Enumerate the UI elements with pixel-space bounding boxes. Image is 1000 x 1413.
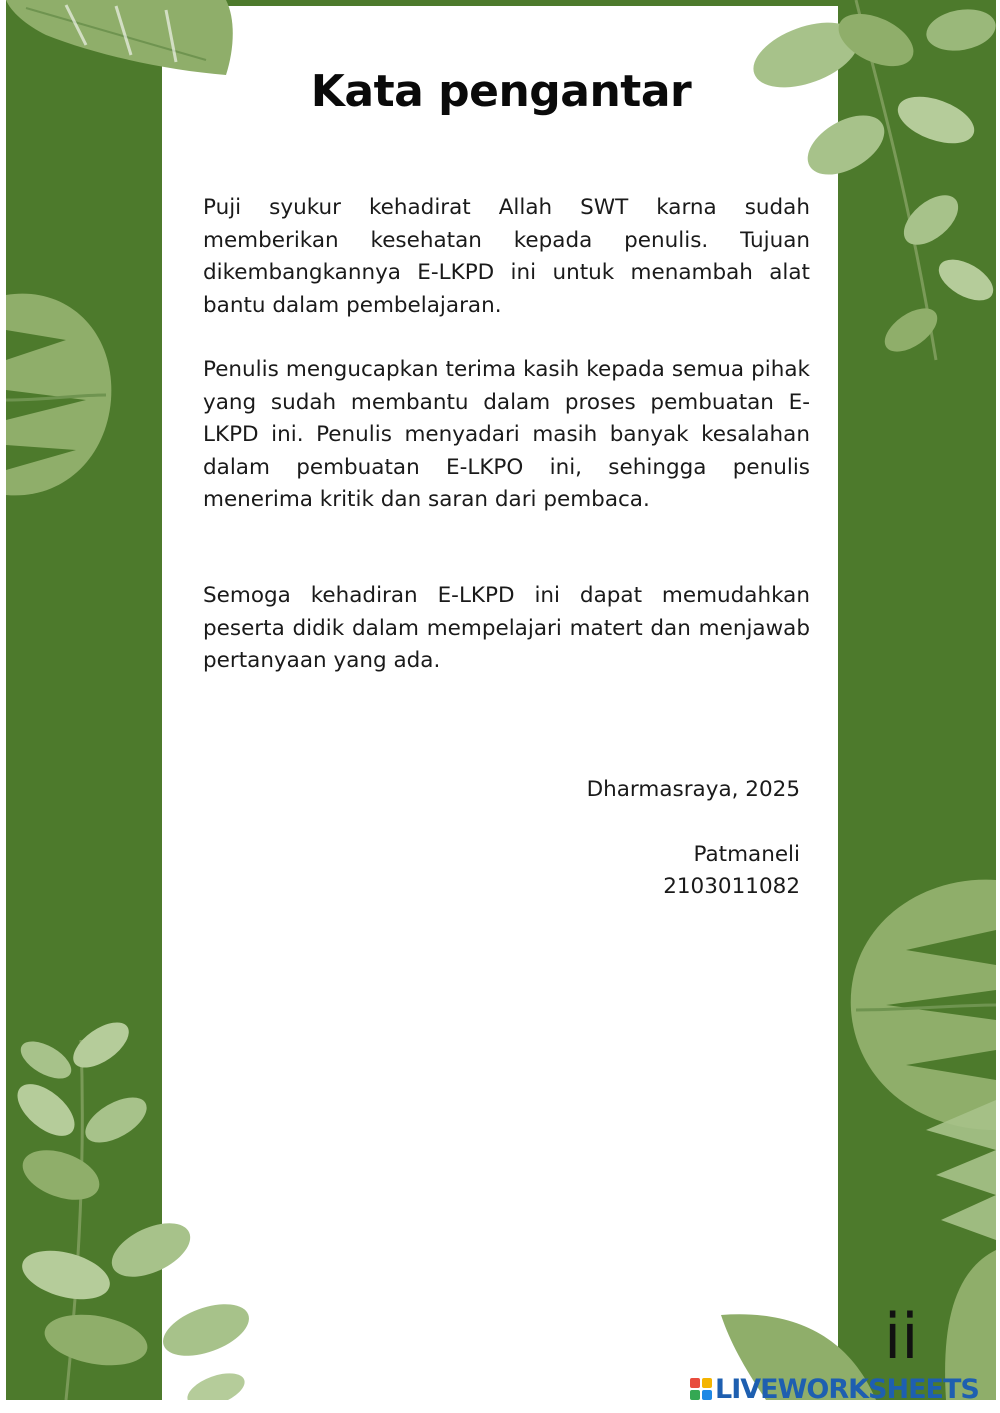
author-name: Patmaneli	[693, 842, 800, 867]
paragraph-3: Semoga kehadiran E-LKPD ini dapat memudahkan peserta didik dalam mempelajari matert dan menjawab pertanyaan yang ada.	[203, 583, 810, 673]
paragraph-1: Puji syukur kehadirat Allah SWT karna sudah memberikan kesehatan kepada penulis. Tujuan dikembangkannya E-LKPD ini untuk menambah alat bantu dalam pembelajaran.	[203, 195, 810, 318]
author-id: 2103011082	[663, 874, 800, 899]
monstera-leaf-icon	[851, 880, 996, 1130]
page-background	[6, 0, 996, 1400]
banana-leaf-icon	[6, 0, 233, 75]
page-title: Kata pengantar	[310, 66, 692, 117]
eucalyptus-branch-icon	[8, 1014, 255, 1400]
page-number: ii	[884, 1300, 919, 1373]
banana-leaf-icon	[926, 1100, 996, 1400]
paragraph-2: Penulis mengucapkan terima kasih kepada semua pihak yang sudah membantu dalam proses pembuatan E-LKPD ini. Penulis menyadari masih banyak kesalahan dalam pembuatan E-LKPO ini, sehingga penulis menerima kritik dan saran dari pembaca.	[203, 357, 810, 512]
watermark-text: LIVEWORKSHEETS	[715, 1373, 979, 1405]
liveworksheets-watermark	[690, 1375, 979, 1403]
place-date: Dharmasraya, 2025	[586, 777, 800, 802]
monstera-leaf-icon	[6, 294, 111, 496]
liveworksheets-logo-icon	[690, 1378, 712, 1400]
